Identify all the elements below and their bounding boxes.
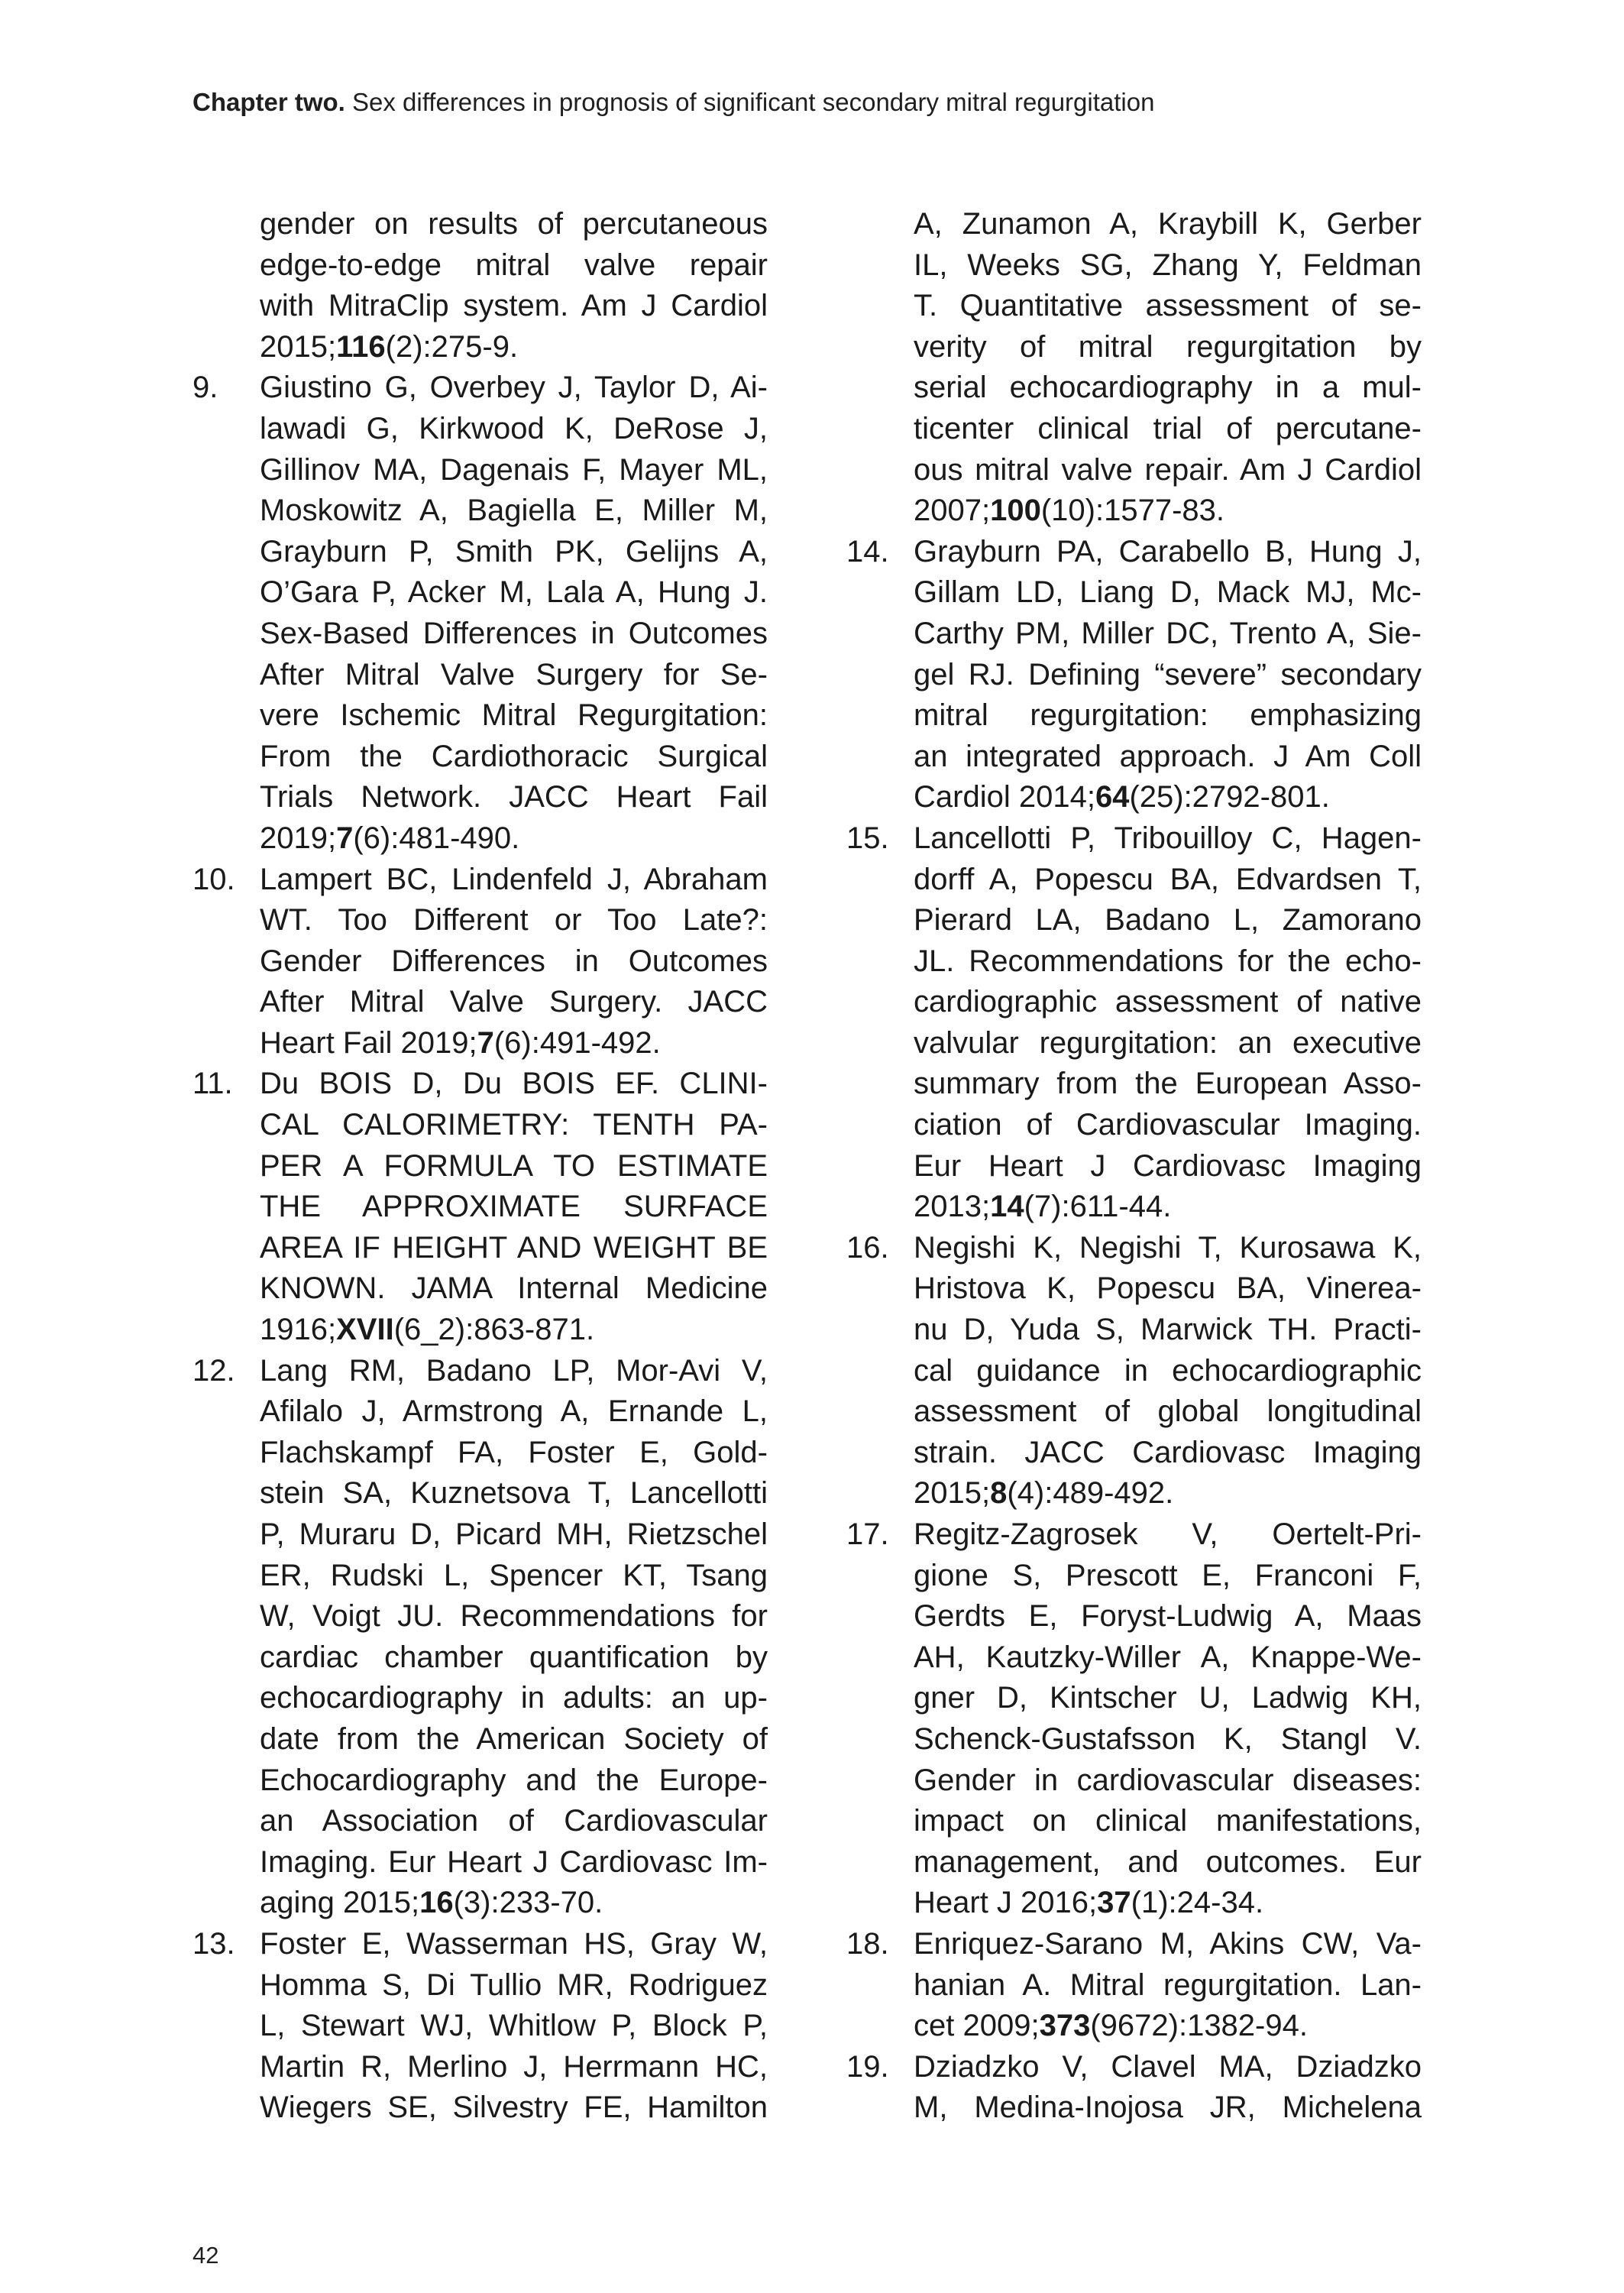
reference-text: 2007;100(10):1577-83. — [914, 494, 1225, 528]
chapter-label: Chapter two. — [192, 88, 345, 116]
reference-line — [192, 818, 773, 860]
reference-line — [846, 1473, 1427, 1514]
reference-text: Grayburn PA, Carabello B, Hung J, — [914, 534, 1422, 568]
reference-line — [846, 941, 1427, 983]
reference-line — [192, 737, 773, 778]
reference-line — [192, 1310, 773, 1351]
reference-entry — [846, 532, 1427, 818]
reference-entry — [846, 818, 1427, 1228]
reference-text: From the Cardiothoracic Surgical — [260, 739, 768, 773]
reference-line — [846, 655, 1427, 696]
reference-entry — [192, 368, 773, 859]
reference-line — [192, 1351, 773, 1392]
reference-text: Giustino G, Overbey J, Taylor D, Ai- — [260, 371, 768, 405]
reference-line — [846, 695, 1427, 737]
reference-text: mitral regurgitation: emphasizing — [914, 698, 1422, 733]
reference-text: T. Quantitative assessment of se- — [914, 289, 1422, 323]
reference-text: Gillam LD, Liang D, Mack MJ, Mc- — [914, 575, 1422, 610]
reference-line — [846, 327, 1427, 368]
reference-line — [846, 2087, 1427, 2129]
reference-number: 10. — [192, 862, 235, 896]
reference-text: Lancellotti P, Tribouilloy C, Hagen- — [914, 821, 1422, 855]
reference-text: gner D, Kintscher U, Ladwig KH, — [914, 1681, 1422, 1715]
reference-text: Sex-Based Differences in Outcomes — [260, 616, 768, 650]
reference-entry — [846, 1924, 1427, 2047]
reference-line — [846, 1883, 1427, 1924]
reference-line — [846, 614, 1427, 655]
reference-number: 14. — [846, 534, 889, 568]
reference-text: AREA IF HEIGHT AND WEIGHT BE — [260, 1230, 768, 1265]
reference-entry — [192, 1064, 773, 1350]
reference-line — [192, 1391, 773, 1433]
reference-line — [192, 1473, 773, 1514]
reference-line — [192, 1678, 773, 1719]
reference-line — [846, 1924, 1427, 1965]
reference-line — [846, 818, 1427, 860]
reference-text: Regitz-Zagrosek V, Oertelt-Pri- — [914, 1517, 1422, 1551]
reference-line — [846, 1310, 1427, 1351]
reference-text: IL, Weeks SG, Zhang Y, Feldman — [914, 248, 1422, 282]
reference-text: assessment of global longitudinal — [914, 1394, 1422, 1429]
reference-line — [846, 1842, 1427, 1883]
reference-line — [846, 982, 1427, 1023]
reference-line — [846, 1228, 1427, 1269]
reference-text: 2019;7(6):481-490. — [260, 821, 520, 855]
page-number: 42 — [192, 2242, 219, 2269]
reference-text: KNOWN. JAMA Internal Medicine — [260, 1271, 768, 1306]
reference-text: gione S, Prescott E, Franconi F, — [914, 1558, 1422, 1592]
reference-line — [192, 204, 773, 245]
reference-text: Trials Network. JACC Heart Fail — [260, 780, 768, 815]
reference-line — [846, 1965, 1427, 2006]
reference-line — [192, 1883, 773, 1924]
reference-text: Dziadzko V, Clavel MA, Dziadzko — [914, 2049, 1422, 2084]
reference-line — [846, 1514, 1427, 1556]
reference-line — [846, 1760, 1427, 1802]
reference-text: Wiegers SE, Silvestry FE, Hamilton — [260, 2091, 768, 2125]
running-header — [192, 86, 1154, 119]
reference-line — [192, 695, 773, 737]
reference-entry — [846, 1514, 1427, 1924]
reference-text: Pierard LA, Badano L, Zamorano — [914, 903, 1422, 938]
reference-line — [192, 1556, 773, 1597]
reference-line — [846, 1433, 1427, 1474]
reference-text: with MitraClip system. Am J Cardiol — [260, 289, 768, 323]
reference-text: gel RJ. Defining “severe” secondary — [914, 657, 1422, 691]
reference-text: Foster E, Wasserman HS, Gray W, — [260, 1926, 768, 1961]
reference-line — [192, 450, 773, 491]
reference-text: P, Muraru D, Picard MH, Rietzschel — [260, 1517, 768, 1551]
reference-text: After Mitral Valve Surgery. JACC — [260, 985, 768, 1019]
reference-line — [846, 2047, 1427, 2088]
reference-text: JL. Recommendations for the echo- — [914, 944, 1422, 978]
reference-text: Cardiol 2014;64(25):2792-801. — [914, 780, 1330, 815]
reference-text: W, Voigt JU. Recommendations for — [260, 1599, 768, 1634]
reference-text: THE APPROXIMATE SURFACE — [260, 1190, 768, 1224]
reference-line — [846, 409, 1427, 450]
reference-text: ous mitral valve repair. Am J Cardiol — [914, 452, 1422, 487]
reference-text: Echocardiography and the Europe- — [260, 1763, 768, 1797]
reference-line — [192, 1228, 773, 1269]
reference-text: ticenter clinical trial of percutane- — [914, 411, 1422, 445]
reference-text: Eur Heart J Cardiovasc Imaging — [914, 1148, 1422, 1183]
reference-text: Homma S, Di Tullio MR, Rodriguez — [260, 1968, 768, 2002]
reference-text: nu D, Yuda S, Marwick TH. Practi- — [914, 1313, 1422, 1347]
reference-column-right — [846, 204, 1427, 2129]
reference-text: verity of mitral regurgitation by — [914, 329, 1422, 364]
reference-text: management, and outcomes. Eur — [914, 1844, 1422, 1879]
reference-text: summary from the European Asso- — [914, 1067, 1422, 1101]
reference-text: impact on clinical manifestations, — [914, 1804, 1422, 1838]
reference-line — [192, 286, 773, 327]
reference-entry — [846, 2047, 1427, 2129]
reference-line — [192, 1719, 773, 1760]
reference-text: 2015;116(2):275-9. — [260, 329, 519, 364]
reference-line — [846, 1105, 1427, 1146]
reference-text: 1916;XVII(6_2):863-871. — [260, 1313, 595, 1347]
reference-text: Du BOIS D, Du BOIS EF. CLINI- — [260, 1067, 768, 1101]
reference-text: vere Ischemic Mitral Regurgitation: — [260, 698, 768, 733]
reference-line — [846, 1596, 1427, 1637]
reference-line — [846, 1391, 1427, 1433]
reference-line — [846, 737, 1427, 778]
reference-line — [846, 286, 1427, 327]
reference-number: 12. — [192, 1353, 235, 1388]
reference-line — [846, 1146, 1427, 1187]
reference-line — [846, 777, 1427, 818]
reference-text: L, Stewart WJ, Whitlow P, Block P, — [260, 2009, 768, 2043]
reference-line — [192, 1433, 773, 1474]
reference-line — [192, 982, 773, 1023]
reference-line — [192, 532, 773, 573]
reference-number: 16. — [846, 1230, 889, 1265]
reference-line — [192, 1187, 773, 1228]
reference-text: After Mitral Valve Surgery for Se- — [260, 657, 768, 691]
reference-entry — [192, 1924, 773, 2129]
reference-line — [846, 1187, 1427, 1228]
reference-line — [192, 1637, 773, 1679]
reference-line — [192, 1596, 773, 1637]
reference-text: 2013;14(7):611-44. — [914, 1190, 1172, 1224]
reference-text: cardiographic assessment of native — [914, 985, 1422, 1019]
reference-text: Lampert BC, Lindenfeld J, Abraham — [260, 862, 768, 896]
reference-text: M, Medina-Inojosa JR, Michelena — [914, 2091, 1422, 2125]
reference-text: stein SA, Kuznetsova T, Lancellotti — [260, 1476, 768, 1511]
reference-number: 13. — [192, 1926, 235, 1961]
reference-text: O’Gara P, Acker M, Lala A, Hung J. — [260, 575, 768, 610]
reference-line — [192, 1268, 773, 1310]
reference-text: edge-to-edge mitral valve repair — [260, 248, 768, 282]
reference-text: cet 2009;373(9672):1382-94. — [914, 2009, 1308, 2043]
reference-text: lawadi G, Kirkwood K, DeRose J, — [260, 411, 768, 445]
reference-text: Gerdts E, Foryst-Ludwig A, Maas — [914, 1599, 1422, 1634]
chapter-title: Sex differences in prognosis of significant secondary mitral regurgitation — [345, 88, 1155, 116]
reference-entry — [192, 1351, 773, 1924]
reference-line — [192, 1965, 773, 2006]
reference-line — [192, 1760, 773, 1802]
reference-text: cal guidance in echocardiographic — [914, 1353, 1422, 1388]
reference-line — [846, 204, 1427, 245]
reference-text: Moskowitz A, Bagiella E, Miller M, — [260, 494, 768, 528]
reference-line — [192, 1842, 773, 1883]
reference-text: PER A FORMULA TO ESTIMATE — [260, 1148, 768, 1183]
reference-line — [846, 450, 1427, 491]
reference-line — [846, 900, 1427, 941]
reference-line — [846, 860, 1427, 901]
reference-line — [192, 1064, 773, 1105]
reference-text: serial echocardiography in a mul- — [914, 371, 1422, 405]
reference-line — [846, 1023, 1427, 1064]
reference-text: CAL CALORIMETRY: TENTH PA- — [260, 1108, 768, 1142]
reference-line — [846, 368, 1427, 409]
reference-text: A, Zunamon A, Kraybill K, Gerber — [914, 207, 1422, 241]
reference-text: Carthy PM, Miller DC, Trento A, Sie- — [914, 616, 1422, 650]
reference-text: Imaging. Eur Heart J Cardiovasc Im- — [260, 1844, 768, 1879]
reference-line — [192, 2087, 773, 2129]
reference-number: 18. — [846, 1926, 889, 1961]
reference-line — [192, 1514, 773, 1556]
reference-line — [192, 614, 773, 655]
reference-text: Hristova K, Popescu BA, Vinerea- — [914, 1271, 1422, 1306]
reference-number: 9. — [192, 371, 218, 405]
reference-text: ER, Rudski L, Spencer KT, Tsang — [260, 1558, 768, 1592]
reference-text: echocardiography in adults: an up- — [260, 1681, 768, 1715]
reference-text: Gender in cardiovascular diseases: — [914, 1763, 1422, 1797]
reference-line — [192, 572, 773, 614]
reference-line — [192, 1105, 773, 1146]
reference-line — [192, 2006, 773, 2047]
reference-line — [192, 941, 773, 983]
reference-line — [192, 655, 773, 696]
reference-text: Lang RM, Badano LP, Mor-Avi V, — [260, 1353, 768, 1388]
reference-entry — [192, 204, 773, 368]
reference-line — [192, 1023, 773, 1064]
reference-text: hanian A. Mitral regurgitation. Lan- — [914, 1968, 1422, 2002]
reference-text: strain. JACC Cardiovasc Imaging — [914, 1435, 1422, 1469]
reference-text: ciation of Cardiovascular Imaging. — [914, 1108, 1422, 1142]
reference-line — [192, 1801, 773, 1842]
reference-number: 11. — [192, 1067, 233, 1101]
reference-line — [846, 1678, 1427, 1719]
reference-line — [192, 245, 773, 287]
reference-entry — [192, 860, 773, 1064]
reference-entry — [846, 204, 1427, 532]
reference-text: Schenck-Gustafsson K, Stangl V. — [914, 1721, 1422, 1756]
reference-text: 2015;8(4):489-492. — [914, 1476, 1174, 1511]
reference-number: 17. — [846, 1517, 889, 1551]
reference-text: Grayburn P, Smith PK, Gelijns A, — [260, 534, 768, 568]
reference-line — [192, 2047, 773, 2088]
reference-line — [192, 1924, 773, 1965]
reference-column-left — [192, 204, 773, 2129]
reference-line — [846, 491, 1427, 532]
reference-text: Martin R, Merlino J, Herrmann HC, — [260, 2049, 768, 2084]
reference-line — [192, 860, 773, 901]
reference-line — [846, 1268, 1427, 1310]
reference-line — [846, 572, 1427, 614]
reference-line — [846, 1637, 1427, 1679]
reference-text: cardiac chamber quantification by — [260, 1640, 768, 1674]
reference-text: date from the American Society of — [260, 1721, 768, 1756]
reference-text: an Association of Cardiovascular — [260, 1804, 768, 1838]
reference-line — [846, 2006, 1427, 2047]
reference-text: an integrated approach. J Am Coll — [914, 739, 1422, 773]
reference-number: 19. — [846, 2049, 889, 2084]
reference-number: 15. — [846, 821, 889, 855]
reference-line — [846, 1801, 1427, 1842]
reference-line — [846, 1351, 1427, 1392]
reference-line — [846, 1719, 1427, 1760]
reference-text: WT. Too Different or Too Late?: — [260, 903, 768, 938]
reference-text: Gender Differences in Outcomes — [260, 944, 768, 978]
reference-line — [192, 777, 773, 818]
reference-text: Heart J 2016;37(1):24-34. — [914, 1886, 1264, 1920]
reference-line — [192, 327, 773, 368]
reference-line — [192, 368, 773, 409]
reference-line — [192, 900, 773, 941]
reference-text: valvular regurgitation: an executive — [914, 1025, 1422, 1060]
reference-text: Afilalo J, Armstrong A, Ernande L, — [260, 1394, 768, 1429]
reference-text: Enriquez-Sarano M, Akins CW, Va- — [914, 1926, 1422, 1961]
reference-text: dorff A, Popescu BA, Edvardsen T, — [914, 862, 1422, 896]
reference-text: aging 2015;16(3):233-70. — [260, 1886, 603, 1920]
reference-entry — [846, 1228, 1427, 1514]
reference-line — [846, 1556, 1427, 1597]
reference-text: Gillinov MA, Dagenais F, Mayer ML, — [260, 452, 768, 487]
reference-text: gender on results of percutaneous — [260, 207, 768, 241]
reference-line — [192, 409, 773, 450]
reference-line — [846, 1064, 1427, 1105]
reference-text: Negishi K, Negishi T, Kurosawa K, — [914, 1230, 1422, 1265]
reference-text: Flachskampf FA, Foster E, Gold- — [260, 1435, 768, 1469]
reference-line — [846, 245, 1427, 287]
reference-text: Heart Fail 2019;7(6):491-492. — [260, 1025, 661, 1060]
reference-line — [846, 532, 1427, 573]
reference-line — [192, 1146, 773, 1187]
reference-text: AH, Kautzky-Willer A, Knappe-We- — [914, 1640, 1422, 1674]
reference-line — [192, 491, 773, 532]
